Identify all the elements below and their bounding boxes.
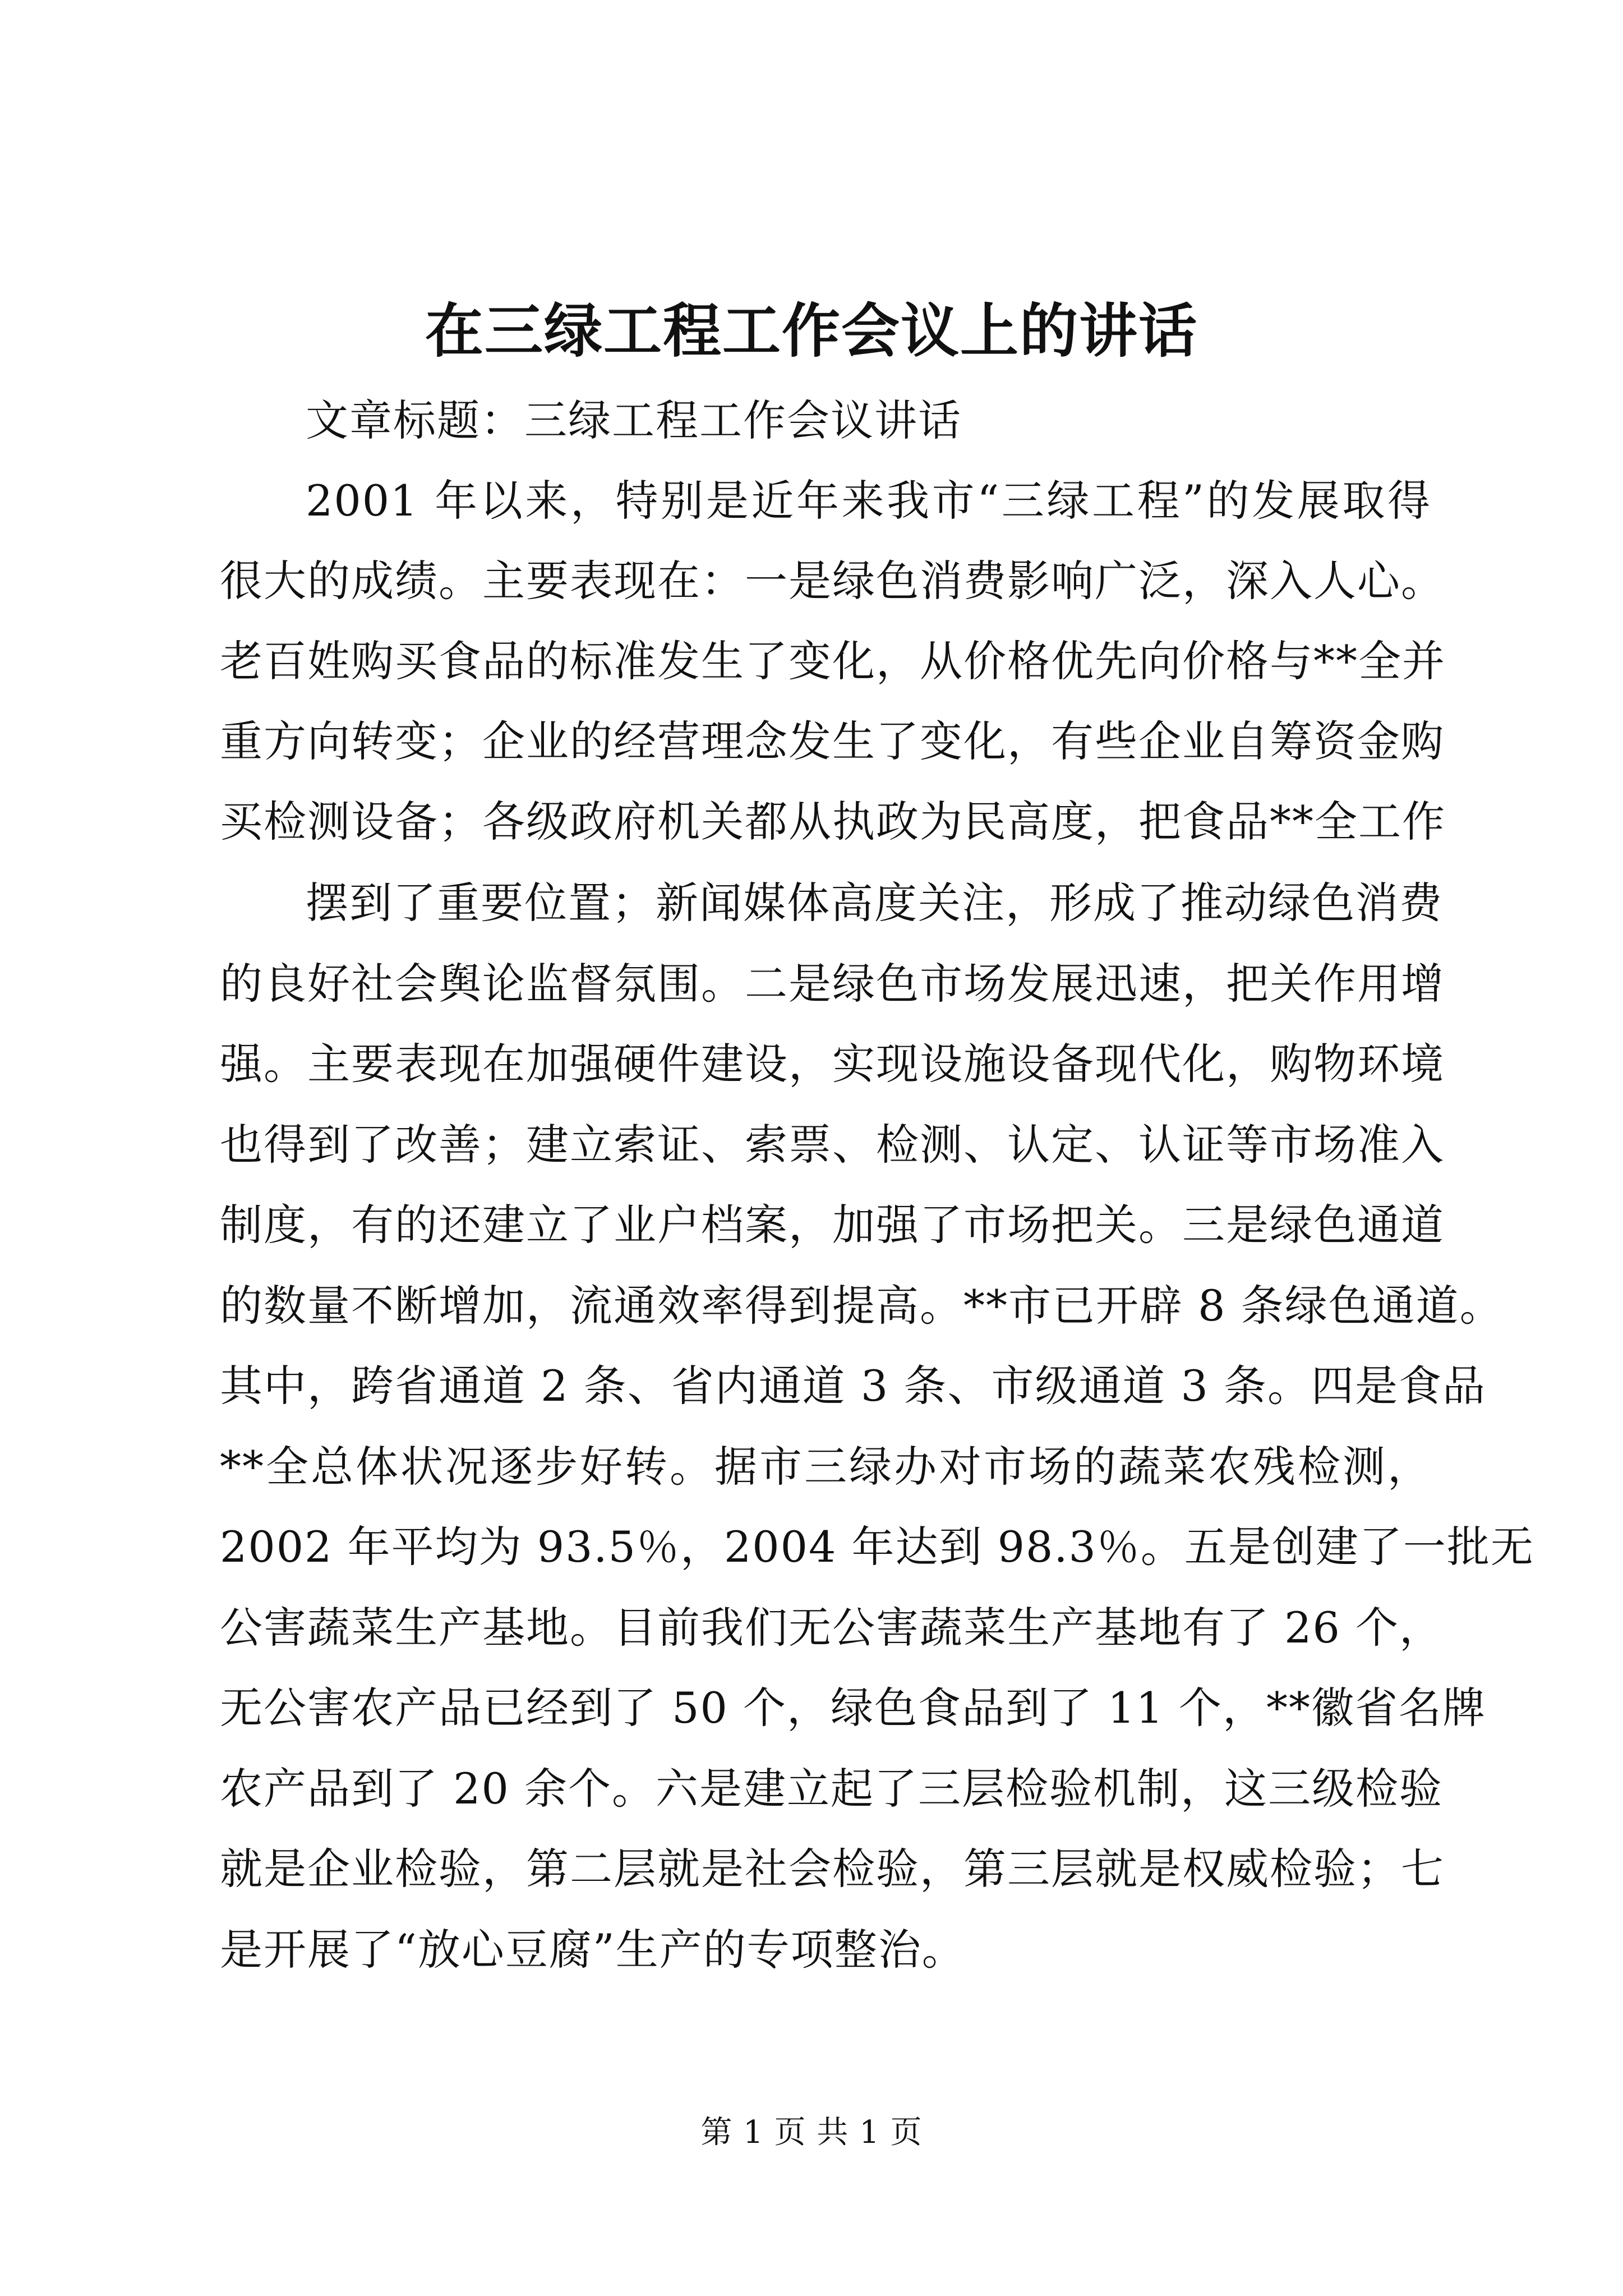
body-line: 无公害农产品已经到了 50 个，绿色食品到了 11 个，**徽省名牌 (220, 1683, 1487, 1733)
body-line: 2002 年平均为 93.5％，2004 年达到 98.3％。五是创建了一批无 (220, 1522, 1534, 1572)
body-line: 买检测设备；各级政府机关都从执政为民高度，把食品**全工作 (220, 797, 1446, 846)
body-line: 其中，跨省通道 2 条、省内通道 3 条、市级通道 3 条。四是食品 (220, 1361, 1487, 1411)
body-line: 摆到了重要位置；新闻媒体高度关注，形成了推动绿色消费 (306, 878, 1443, 928)
body-line: 很大的成绩。主要表现在：一是绿色消费影响广泛，深入人心。 (220, 556, 1445, 606)
body-line: 农产品到了 20 余个。六是建立起了三层检验机制，这三级检验 (220, 1764, 1444, 1814)
page-number-footer: 第 1 页 共 1 页 (700, 2114, 923, 2151)
body-line: **全总体状况逐步好转。据市三绿办对市场的蔬菜农残检测， (220, 1442, 1431, 1492)
body-line: 重方向转变；企业的经营理念发生了变化，有些企业自筹资金购 (220, 716, 1445, 766)
body-line: 是开展了“放心豆腐”生产的专项整治。 (220, 1925, 966, 1975)
body-line: 老百姓购买食品的标准发生了变化，从价格优先向价格与**全并 (220, 636, 1446, 686)
document-title: 在三绿工程工作会议上的讲话 (425, 296, 1198, 365)
body-line: 就是企业检验，第二层就是社会检验，第三层就是权威检验；七 (220, 1844, 1445, 1894)
body-line: 的数量不断增加，流通效率得到提高。**市已开辟 8 条绿色通道。 (220, 1281, 1504, 1331)
body-line: 公害蔬菜生产基地。目前我们无公害蔬菜生产基地有了 26 个， (220, 1603, 1444, 1653)
body-line: 制度，有的还建立了业户档案，加强了市场把关。三是绿色通道 (220, 1200, 1445, 1250)
body-line: 2001 年以来，特别是近年来我市“三绿工程”的发展取得 (306, 476, 1431, 526)
body-line: 的良好社会舆论监督氛围。二是绿色市场发展迅速，把关作用增 (220, 959, 1445, 1009)
body-line: 也得到了改善；建立索证、索票、检测、认定、认证等市场准入 (220, 1120, 1445, 1170)
article-subtitle: 文章标题：三绿工程工作会议讲话 (306, 395, 962, 445)
body-line: 强。主要表现在加强硬件建设，实现设施设备现代化，购物环境 (220, 1039, 1445, 1089)
